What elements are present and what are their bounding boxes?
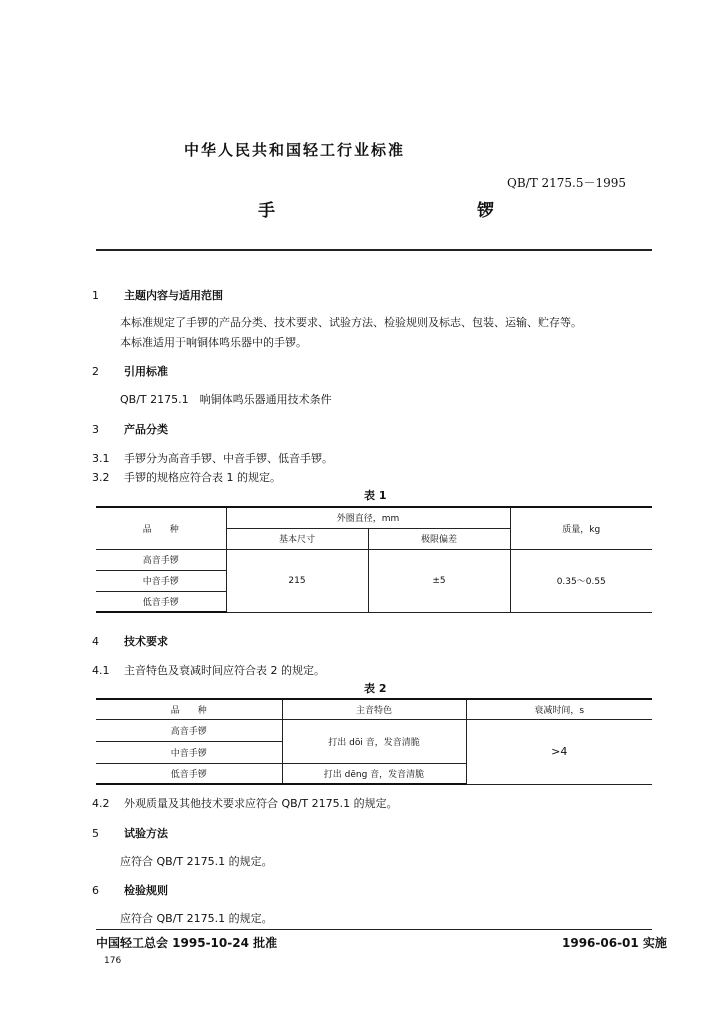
clause-3-1: 3.1 手锣分为高音手锣、中音手锣、低音手锣。 — [92, 452, 333, 465]
table-1-header-variety: 品 种 — [96, 507, 226, 549]
table-2-header-decay: 衰减时间，s — [466, 699, 652, 719]
table-1 — [96, 506, 652, 613]
table-2-header-tone: 主音特色 — [282, 699, 466, 719]
page-number: 176 — [104, 956, 122, 966]
section-6-heading: 6 检验规则 — [92, 884, 168, 897]
table-2 — [96, 698, 652, 785]
table-2-header-variety: 品 种 — [96, 699, 282, 719]
table-1-basic-value: 215 — [226, 549, 368, 612]
section-3-heading: 3 产品分类 — [92, 423, 168, 436]
section-1-heading: 1 主题内容与适用范围 — [92, 289, 223, 302]
table-2-row-high: 高音手锣 — [96, 719, 282, 741]
table-1-header-mass: 质量，kg — [510, 507, 652, 549]
table-2-tone-high-mid: 打出 dōi 音，发音清脆 — [282, 719, 466, 763]
section-5-heading: 5 试验方法 — [92, 827, 168, 840]
document-title: 手 锣 — [258, 201, 550, 221]
approval-note: 中国轻工总会 1995-10-24 批准 — [96, 936, 278, 950]
section-2-heading: 2 引用标准 — [92, 365, 168, 378]
header-rule — [96, 249, 652, 251]
organization-title: 中华人民共和国轻工行业标准 — [184, 141, 406, 159]
table-2-row-mid: 中音手锣 — [96, 741, 282, 763]
clause-4-1: 4.1 主音特色及衰减时间应符合表 2 的规定。 — [92, 664, 325, 677]
table-1-header-basic: 基本尺寸 — [226, 528, 368, 549]
section-6-paragraph: 应符合 QB/T 2175.1 的规定。 — [120, 912, 273, 925]
section-2-reference: QB/T 2175.1 响铜体鸣乐器通用技术条件 — [120, 393, 332, 406]
footer-rule — [96, 929, 652, 930]
table-1-row-low: 低音手锣 — [96, 591, 226, 612]
section-1-paragraph-1: 本标准规定了手锣的产品分类、技术要求、试验方法、检验规则及标志、包装、运输、贮存等。 — [120, 316, 582, 329]
table-1-header-deviation: 极限偏差 — [368, 528, 510, 549]
table-1-caption: 表 1 — [364, 489, 387, 502]
standard-code: QB/T 2175.5－1995 — [507, 176, 627, 190]
table-2-row-low: 低音手锣 — [96, 763, 282, 784]
table-1-row-mid: 中音手锣 — [96, 570, 226, 591]
table-1-deviation-value: ±5 — [368, 549, 510, 612]
table-1-row-high: 高音手锣 — [96, 549, 226, 570]
section-4-heading: 4 技术要求 — [92, 635, 168, 648]
table-1-mass-value: 0.35～0.55 — [510, 549, 652, 612]
table-2-tone-low: 打出 dēng 音，发音清脆 — [282, 763, 466, 784]
section-5-paragraph: 应符合 QB/T 2175.1 的规定。 — [120, 855, 273, 868]
clause-4-2: 4.2 外观质量及其他技术要求应符合 QB/T 2175.1 的规定。 — [92, 797, 398, 810]
table-2-decay-value: >4 — [466, 719, 652, 784]
section-1-paragraph-2: 本标准适用于响铜体鸣乐器中的手锣。 — [120, 336, 307, 349]
clause-3-2: 3.2 手锣的规格应符合表 1 的规定。 — [92, 471, 281, 484]
table-2-caption: 表 2 — [364, 682, 387, 695]
table-1-header-diameter: 外圈直径，mm — [226, 507, 510, 528]
implementation-date: 1996-06-01 实施 — [562, 936, 667, 950]
